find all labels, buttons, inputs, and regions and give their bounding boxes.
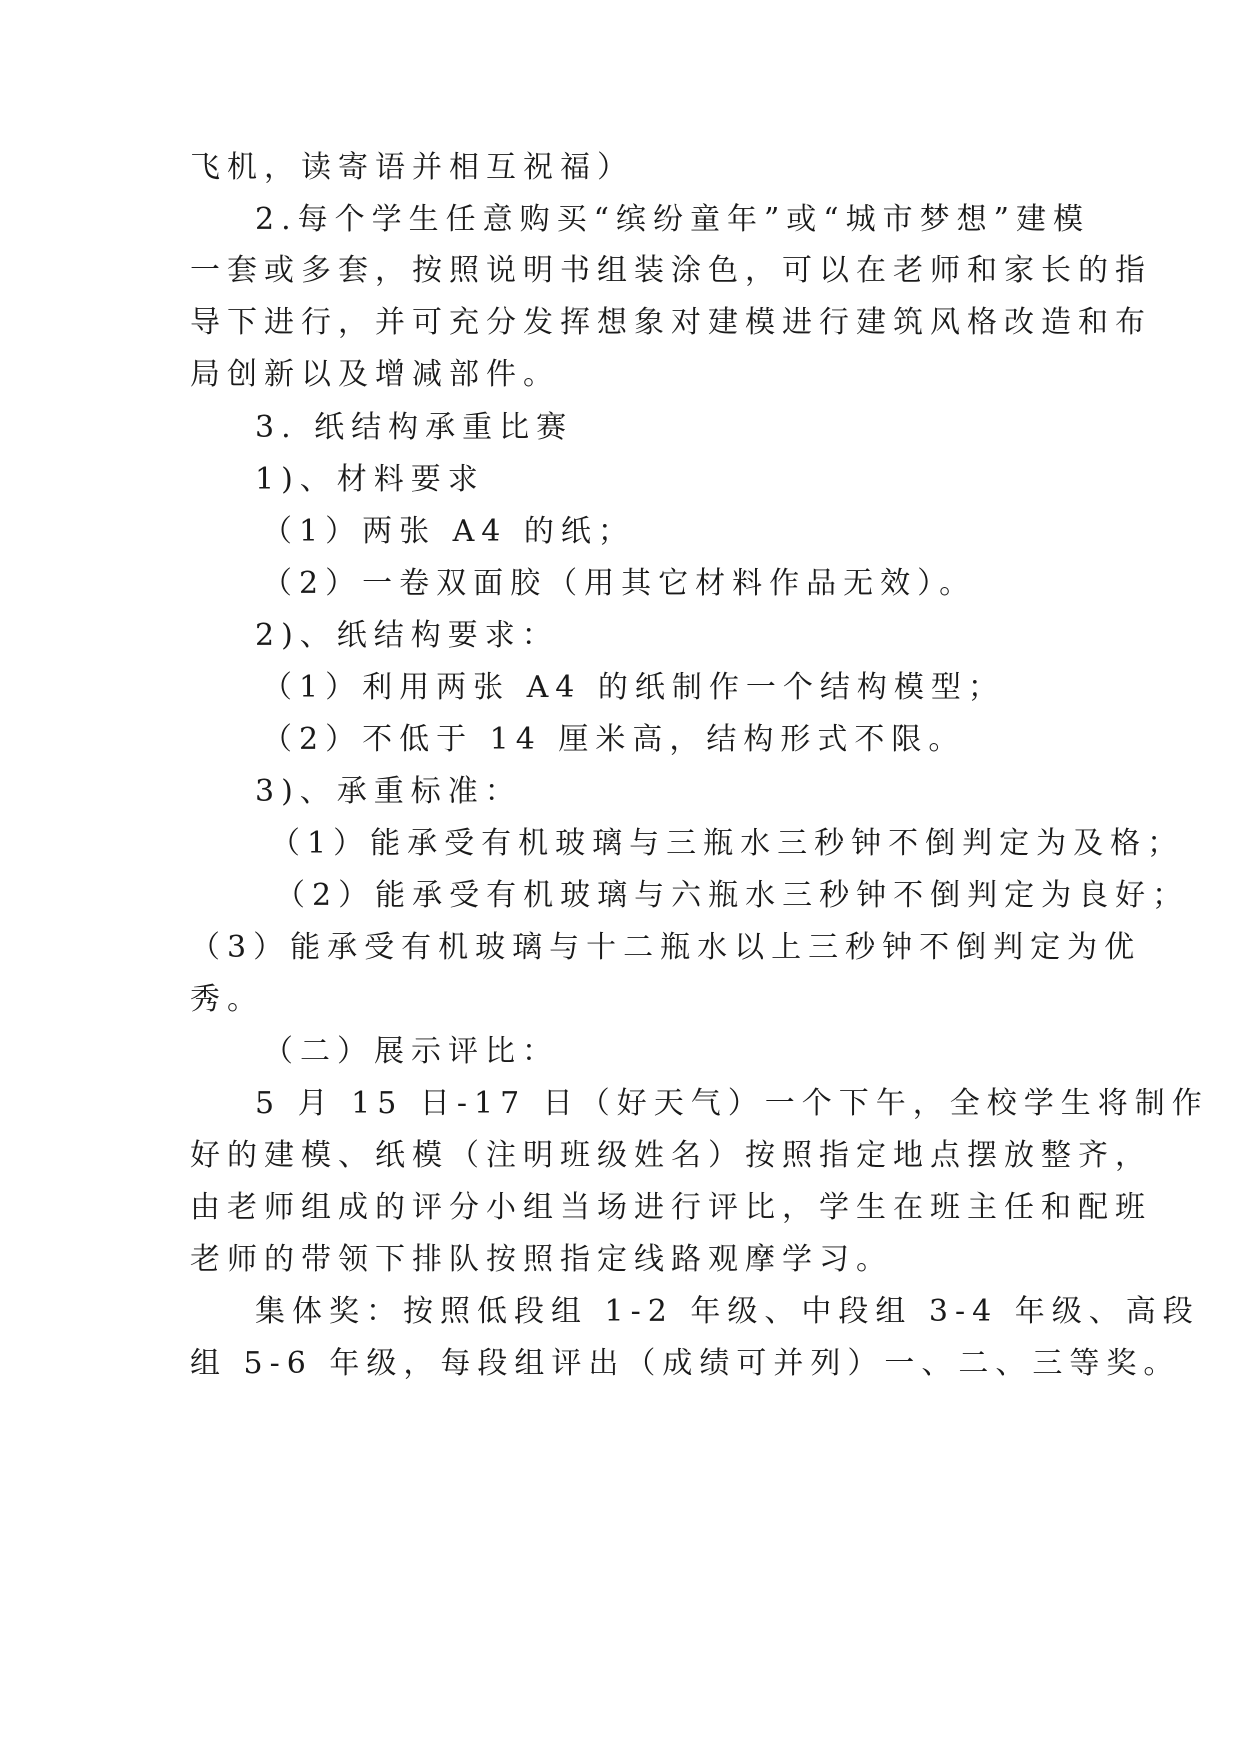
text-line: 2)、纸结构要求：: [255, 618, 559, 653]
text-line: 1)、材料要求: [255, 462, 485, 497]
text-line: （1）能承受有机玻璃与三瓶水三秒钟不倒判定为及格；: [270, 826, 1185, 861]
text-line: （2）一卷双面胶（用其它材料作品无效）。: [262, 566, 977, 601]
text-line: 5 月 15 日-17 日（好天气）一个下午，全校学生将制作: [255, 1086, 1209, 1121]
text-line: 3. 纸结构承重比赛: [255, 410, 574, 445]
text-line: （2）能承受有机玻璃与六瓶水三秒钟不倒判定为良好；: [275, 878, 1190, 913]
text-line: 一套或多套，按照说明书组装涂色，可以在老师和家长的指: [190, 253, 1152, 288]
text-line: 组 5-6 年级，每段组评出（成绩可并列）一、二、三等奖。: [190, 1346, 1181, 1381]
text-line: 3)、承重标准：: [255, 774, 522, 809]
text-line: 集体奖：按照低段组 1-2 年级、中段组 3-4 年级、高段: [255, 1294, 1200, 1329]
text-line: 好的建模、纸模（注明班级姓名）按照指定地点摆放整齐，: [190, 1138, 1152, 1173]
text-line: （1）利用两张 A4 的纸制作一个结构模型；: [262, 670, 1005, 705]
text-line: （2）不低于 14 厘米高，结构形式不限。: [262, 722, 966, 757]
text-line: 导下进行，并可充分发挥想象对建模进行建筑风格改造和布: [190, 305, 1152, 340]
text-line: 2.每个学生任意购买“缤纷童年”或“城市梦想”建模: [255, 202, 1090, 237]
text-line: 由老师组成的评分小组当场进行评比，学生在班主任和配班: [190, 1190, 1152, 1225]
section-heading: （二）展示评比：: [263, 1034, 559, 1069]
text-line: （1）两张 A4 的纸；: [262, 514, 635, 549]
text-line: 秀。: [190, 982, 264, 1017]
text-line: 局创新以及增减部件。: [190, 357, 560, 392]
text-line: （3）能承受有机玻璃与十二瓶水以上三秒钟不倒判定为优: [190, 930, 1142, 965]
text-line: 老师的带领下排队按照指定线路观摩学习。: [190, 1242, 893, 1277]
text-line: 飞机，读寄语并相互祝福）: [190, 150, 634, 185]
